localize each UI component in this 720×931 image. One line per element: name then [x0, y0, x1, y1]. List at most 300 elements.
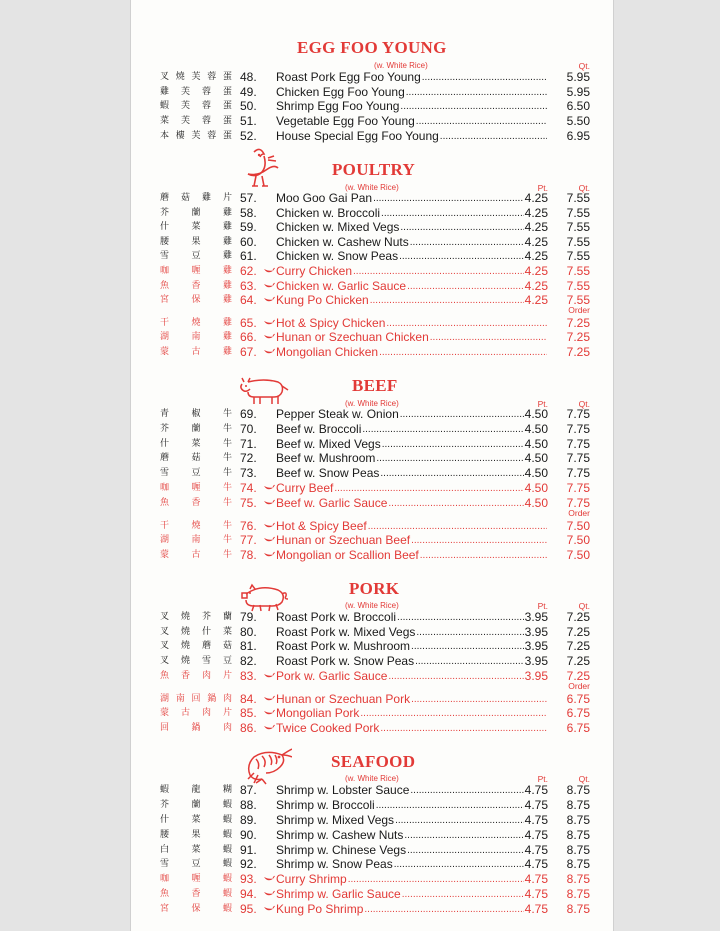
quart-price: 8.75 — [566, 813, 590, 827]
leader-dots — [360, 708, 547, 720]
quart-price: 7.25 — [566, 610, 590, 624]
menu-item[interactable] — [160, 264, 590, 278]
menu-item[interactable] — [160, 466, 590, 480]
leader-dots — [364, 904, 523, 916]
quart-price: 7.25 — [566, 330, 590, 344]
chinese-name: 湖 南 雞 — [160, 332, 232, 342]
chinese-name: 什 菜 雞 — [160, 222, 232, 232]
menu-item[interactable] — [160, 129, 590, 143]
pepper-icon — [263, 346, 275, 360]
pepper-icon — [263, 549, 275, 563]
menu-item[interactable] — [160, 496, 590, 510]
menu-item[interactable] — [160, 316, 590, 330]
pint-price: 4.25 — [524, 279, 548, 293]
chinese-name: 魚 香 牛 — [160, 498, 232, 508]
item-number: 76. — [240, 519, 257, 533]
item-number: 57. — [240, 191, 257, 205]
pint-price: 4.25 — [524, 235, 548, 249]
item-name: Shrimp Egg Foo Young — [276, 99, 400, 113]
quart-price: 7.75 — [566, 407, 590, 421]
menu-item[interactable] — [160, 114, 590, 128]
leader-dots — [440, 131, 547, 143]
item-number: 50. — [240, 99, 257, 113]
pepper-icon — [263, 294, 275, 308]
leader-dots — [400, 101, 547, 113]
leader-dots — [376, 453, 523, 465]
leader-dots — [370, 295, 524, 307]
leader-dots — [380, 723, 547, 735]
menu-item[interactable] — [160, 706, 590, 720]
leader-dots — [400, 222, 523, 234]
chinese-name: 什 菜 蝦 — [160, 815, 232, 825]
chinese-name: 白 菜 蝦 — [160, 845, 232, 855]
item-number: 72. — [240, 451, 257, 465]
item-number: 66. — [240, 330, 257, 344]
chinese-name: 芥 蘭 雞 — [160, 208, 232, 218]
pint-price: 3.95 — [524, 669, 548, 683]
item-number: 69. — [240, 407, 257, 421]
pint-price: 4.75 — [524, 783, 548, 797]
item-number: 73. — [240, 466, 257, 480]
menu-item[interactable] — [160, 692, 590, 706]
item-number: 89. — [240, 813, 257, 827]
leader-dots — [416, 627, 523, 639]
quart-price: 7.55 — [566, 249, 590, 263]
item-name: Vegetable Egg Foo Young — [276, 114, 415, 128]
item-number: 91. — [240, 843, 257, 857]
menu-item[interactable] — [160, 798, 590, 812]
leader-dots — [406, 87, 547, 99]
item-number: 94. — [240, 887, 257, 901]
leader-dots — [380, 468, 523, 480]
item-number: 93. — [240, 872, 257, 886]
pint-price: 3.95 — [524, 625, 548, 639]
item-number: 79. — [240, 610, 257, 624]
item-name: Curry Shrimp — [276, 872, 347, 886]
item-name: Roast Pork Egg Foo Young — [276, 70, 421, 84]
pint-price: 4.75 — [524, 872, 548, 886]
item-name: Hot & Spicy Chicken — [276, 316, 386, 330]
item-number: 82. — [240, 654, 257, 668]
section-title: EGG FOO YOUNG — [297, 38, 447, 57]
pint-price: 4.50 — [524, 466, 548, 480]
header-pint: Pt. — [537, 601, 548, 611]
item-name: Chicken w. Broccoli — [276, 206, 381, 220]
menu-item[interactable] — [160, 887, 590, 901]
item-number: 71. — [240, 437, 257, 451]
header-quart: Qt. — [578, 61, 590, 71]
item-number: 48. — [240, 70, 257, 84]
quart-price: 7.25 — [566, 316, 590, 330]
header-order: Order — [568, 507, 590, 518]
item-number: 51. — [240, 114, 257, 128]
leader-dots — [394, 859, 524, 871]
quart-price: 7.25 — [566, 639, 590, 653]
quart-price: 7.55 — [566, 235, 590, 249]
pepper-icon — [263, 520, 275, 534]
menu-item[interactable] — [160, 191, 590, 205]
quart-price: 6.50 — [566, 99, 590, 113]
menu-item[interactable] — [160, 783, 590, 797]
leader-dots — [420, 550, 547, 562]
chinese-name: 雪 豆 牛 — [160, 468, 232, 478]
pepper-icon — [263, 903, 275, 917]
leader-dots — [411, 694, 547, 706]
item-number: 83. — [240, 669, 257, 683]
quart-price: 7.55 — [566, 220, 590, 234]
header-quart: Qt. — [578, 601, 590, 611]
item-name: Chicken w. Garlic Sauce — [276, 279, 407, 293]
item-name: Beef w. Broccoli — [276, 422, 362, 436]
pepper-icon — [263, 873, 275, 887]
quart-price: 7.75 — [566, 437, 590, 451]
menu-item[interactable] — [160, 330, 590, 344]
item-name: Beef w. Snow Peas — [276, 466, 380, 480]
menu-item[interactable] — [160, 85, 590, 99]
item-name: Shrimp w. Chinese Vegs — [276, 843, 407, 857]
leader-dots — [411, 535, 547, 547]
quart-price: 7.50 — [566, 533, 590, 547]
leader-dots — [422, 72, 547, 84]
menu-item[interactable] — [160, 654, 590, 668]
leader-dots — [395, 815, 524, 827]
chinese-name: 什 菜 牛 — [160, 439, 232, 449]
item-name: Beef w. Mushroom — [276, 451, 376, 465]
menu-item[interactable] — [160, 857, 590, 871]
leader-dots — [386, 318, 547, 330]
cow-icon — [238, 374, 290, 411]
item-name: Pork w. Garlic Sauce — [276, 669, 388, 683]
menu-item[interactable] — [160, 220, 590, 234]
quart-price: 8.75 — [566, 887, 590, 901]
pint-price: 4.50 — [524, 481, 548, 495]
chinese-name: 叉 燒 芙 蓉 蛋 — [160, 72, 232, 82]
pint-price: 4.75 — [524, 843, 548, 857]
leader-dots — [381, 208, 524, 220]
leader-dots — [368, 521, 547, 533]
chinese-name: 叉 燒 蘑 菇 — [160, 641, 232, 651]
item-number: 86. — [240, 721, 257, 735]
quart-price: 7.75 — [566, 496, 590, 510]
chinese-name: 蝦 龍 糊 — [160, 785, 232, 795]
chinese-name: 魚 香 蝦 — [160, 889, 232, 899]
menu-item[interactable] — [160, 610, 590, 624]
leader-dots — [388, 498, 523, 510]
item-name: Pepper Steak w. Onion — [276, 407, 399, 421]
item-number: 85. — [240, 706, 257, 720]
item-name: Shrimp w. Cashew Nuts — [276, 828, 404, 842]
menu-item[interactable] — [160, 519, 590, 533]
quart-price: 6.75 — [566, 721, 590, 735]
quart-price: 8.75 — [566, 798, 590, 812]
leader-dots — [407, 281, 524, 293]
chinese-name: 蒙 古 牛 — [160, 550, 232, 560]
menu-item[interactable] — [160, 548, 590, 562]
chinese-name: 回 鍋 肉 — [160, 723, 232, 733]
item-name: Chicken w. Mixed Vegs — [276, 220, 400, 234]
menu-item[interactable] — [160, 249, 590, 263]
quart-price: 6.75 — [566, 706, 590, 720]
menu-item[interactable] — [160, 481, 590, 495]
pepper-icon — [263, 331, 275, 345]
pint-price: 4.25 — [524, 249, 548, 263]
quart-price: 7.25 — [566, 654, 590, 668]
item-name: Curry Beef — [276, 481, 334, 495]
item-name: Beef w. Garlic Sauce — [276, 496, 388, 510]
menu-item[interactable] — [160, 279, 590, 293]
item-name: Shrimp w. Garlic Sauce — [276, 887, 401, 901]
leader-dots — [379, 347, 547, 359]
leader-dots — [416, 116, 547, 128]
pint-price: 4.75 — [524, 798, 548, 812]
quart-price: 7.55 — [566, 264, 590, 278]
item-number: 77. — [240, 533, 257, 547]
menu-item[interactable] — [160, 813, 590, 827]
quart-price: 8.75 — [566, 783, 590, 797]
pepper-icon — [263, 670, 275, 684]
quart-price: 7.50 — [566, 519, 590, 533]
menu-item[interactable] — [160, 422, 590, 436]
item-number: 80. — [240, 625, 257, 639]
item-name: Roast Pork w. Mushroom — [276, 639, 411, 653]
item-name: Mongolian or Scallion Beef — [276, 548, 419, 562]
pepper-icon — [263, 888, 275, 902]
item-name: Shrimp w. Mixed Vegs — [276, 813, 395, 827]
menu-item[interactable] — [160, 843, 590, 857]
item-name: Chicken Egg Foo Young — [276, 85, 405, 99]
menu-item[interactable] — [160, 235, 590, 249]
pint-price: 4.25 — [524, 191, 548, 205]
chinese-name: 湖 南 牛 — [160, 535, 232, 545]
pint-price: 4.25 — [524, 264, 548, 278]
chinese-name: 叉 燒 什 菜 — [160, 627, 232, 637]
quart-price: 7.55 — [566, 191, 590, 205]
quart-price: 7.55 — [566, 293, 590, 307]
menu-item[interactable] — [160, 345, 590, 359]
pepper-icon — [263, 693, 275, 707]
leader-dots — [373, 193, 524, 205]
chinese-name: 湖 南 回 鍋 肉 — [160, 694, 232, 704]
pint-price: 4.50 — [524, 496, 548, 510]
leader-dots — [430, 332, 547, 344]
menu-item[interactable] — [160, 902, 590, 916]
menu-item[interactable] — [160, 451, 590, 465]
item-name: Roast Pork w. Snow Peas — [276, 654, 415, 668]
item-number: 81. — [240, 639, 257, 653]
header-quart: Qt. — [578, 774, 590, 784]
quart-price: 7.25 — [566, 669, 590, 683]
pepper-icon — [263, 482, 275, 496]
section-subtitle: (w. White Rice) — [345, 774, 399, 783]
item-name: Chicken w. Snow Peas — [276, 249, 399, 263]
pint-price: 4.25 — [524, 206, 548, 220]
chinese-name: 蒙 古 雞 — [160, 347, 232, 357]
leader-dots — [376, 800, 524, 812]
item-number: 60. — [240, 235, 257, 249]
leader-dots — [382, 439, 524, 451]
pint-price: 4.25 — [524, 220, 548, 234]
menu-item[interactable] — [160, 625, 590, 639]
leader-dots — [402, 889, 524, 901]
quart-price: 7.55 — [566, 206, 590, 220]
header-order: Order — [568, 680, 590, 691]
pint-price: 3.95 — [524, 639, 548, 653]
chinese-name: 芥 蘭 蝦 — [160, 800, 232, 810]
quart-price: 8.75 — [566, 902, 590, 916]
item-name: Curry Chicken — [276, 264, 353, 278]
menu-item[interactable] — [160, 70, 590, 84]
pint-price: 4.25 — [524, 293, 548, 307]
chinese-name: 本 樓 芙 蓉 蛋 — [160, 131, 232, 141]
pint-price: 4.50 — [524, 407, 548, 421]
leader-dots — [400, 409, 524, 421]
item-name: Moo Goo Gai Pan — [276, 191, 373, 205]
quart-price: 7.75 — [566, 481, 590, 495]
item-number: 59. — [240, 220, 257, 234]
menu-item[interactable] — [160, 669, 590, 683]
chinese-name: 蒙 古 肉 片 — [160, 708, 232, 718]
leader-dots — [410, 237, 524, 249]
pint-price: 4.50 — [524, 422, 548, 436]
leader-dots — [388, 671, 523, 683]
quart-price: 5.95 — [566, 85, 590, 99]
item-number: 74. — [240, 481, 257, 495]
menu-item[interactable] — [160, 293, 590, 307]
chinese-name: 咖 喱 蝦 — [160, 874, 232, 884]
quart-price: 8.75 — [566, 828, 590, 842]
chinese-name: 菜 芙 蓉 蛋 — [160, 116, 232, 126]
section-title: PORK — [349, 579, 400, 598]
leader-dots — [362, 424, 523, 436]
chinese-name: 青 椒 牛 — [160, 409, 232, 419]
pint-price: 4.50 — [524, 437, 548, 451]
item-name: Shrimp w. Broccoli — [276, 798, 375, 812]
pint-price: 4.75 — [524, 857, 548, 871]
menu-item[interactable] — [160, 99, 590, 113]
leader-dots — [407, 845, 524, 857]
item-name: Shrimp w. Snow Peas — [276, 857, 393, 871]
leader-dots — [334, 483, 523, 495]
pint-price: 4.75 — [524, 887, 548, 901]
item-name: Beef w. Mixed Vegs — [276, 437, 381, 451]
item-number: 52. — [240, 129, 257, 143]
chinese-name: 叉 燒 芥 蘭 — [160, 612, 232, 622]
pepper-icon — [263, 722, 275, 736]
item-name: Mongolian Pork — [276, 706, 360, 720]
item-number: 95. — [240, 902, 257, 916]
menu-item[interactable] — [160, 206, 590, 220]
item-name: Twice Cooked Pork — [276, 721, 380, 735]
menu-item[interactable] — [160, 533, 590, 547]
menu-item[interactable] — [160, 721, 590, 735]
chinese-name: 腰 果 蝦 — [160, 830, 232, 840]
item-name: Kung Po Chicken — [276, 293, 369, 307]
item-name: Hunan or Szechuan Pork — [276, 692, 411, 706]
leader-dots — [397, 612, 524, 624]
menu-item[interactable] — [160, 828, 590, 842]
pint-price: 4.75 — [524, 813, 548, 827]
leader-dots — [415, 656, 524, 668]
leader-dots — [404, 830, 523, 842]
chinese-name: 雪 豆 蝦 — [160, 859, 232, 869]
item-name: Shrimp w. Lobster Sauce — [276, 783, 410, 797]
header-pint: Pt. — [537, 183, 548, 193]
header-pint: Pt. — [537, 399, 548, 409]
item-number: 75. — [240, 496, 257, 510]
item-name: Kung Po Shrimp — [276, 902, 364, 916]
item-number: 78. — [240, 548, 257, 562]
item-name: House Special Egg Foo Young — [276, 129, 439, 143]
item-number: 70. — [240, 422, 257, 436]
item-number: 87. — [240, 783, 257, 797]
section-subtitle: (w. White Rice) — [345, 183, 399, 192]
quart-price: 7.50 — [566, 548, 590, 562]
pint-price: 4.50 — [524, 451, 548, 465]
section-title: SEAFOOD — [331, 752, 416, 771]
item-number: 65. — [240, 316, 257, 330]
quart-price: 7.25 — [566, 345, 590, 359]
leader-dots — [399, 251, 524, 263]
pepper-icon — [263, 707, 275, 721]
item-number: 62. — [240, 264, 257, 278]
quart-price: 8.75 — [566, 872, 590, 886]
chinese-name: 雪 豆 雞 — [160, 251, 232, 261]
section-subtitle: (w. White Rice) — [374, 61, 428, 70]
quart-price: 7.25 — [566, 625, 590, 639]
item-number: 92. — [240, 857, 257, 871]
quart-price: 5.50 — [566, 114, 590, 128]
quart-price: 7.75 — [566, 451, 590, 465]
item-number: 84. — [240, 692, 257, 706]
leader-dots — [410, 785, 523, 797]
section-subtitle: (w. White Rice) — [345, 399, 399, 408]
pint-price: 4.75 — [524, 828, 548, 842]
quart-price: 8.75 — [566, 843, 590, 857]
item-number: 88. — [240, 798, 257, 812]
quart-price: 7.55 — [566, 279, 590, 293]
header-pint: Pt. — [537, 774, 548, 784]
chinese-name: 干 燒 雞 — [160, 318, 232, 328]
item-number: 63. — [240, 279, 257, 293]
item-name: Hunan or Szechuan Chicken — [276, 330, 429, 344]
chinese-name: 宮 保 雞 — [160, 295, 232, 305]
chinese-name: 咖 喱 牛 — [160, 483, 232, 493]
item-number: 49. — [240, 85, 257, 99]
pepper-icon — [263, 497, 275, 511]
leader-dots — [348, 874, 524, 886]
item-name: Mongolian Chicken — [276, 345, 379, 359]
pepper-icon — [263, 280, 275, 294]
rooster-icon — [242, 146, 284, 195]
pint-price: 3.95 — [524, 610, 548, 624]
item-number: 67. — [240, 345, 257, 359]
quart-price: 5.95 — [566, 70, 590, 84]
item-number: 58. — [240, 206, 257, 220]
menu-item[interactable] — [160, 639, 590, 653]
chinese-name: 干 燒 牛 — [160, 521, 232, 531]
chinese-name: 蘑 菇 牛 — [160, 453, 232, 463]
quart-price: 6.95 — [566, 129, 590, 143]
section-title: BEEF — [352, 376, 398, 395]
menu-item[interactable] — [160, 437, 590, 451]
chinese-name: 雞 芙 蓉 蛋 — [160, 87, 232, 97]
item-name: Hunan or Szechuan Beef — [276, 533, 411, 547]
menu-item[interactable] — [160, 872, 590, 886]
menu-item[interactable] — [160, 407, 590, 421]
item-name: Chicken w. Cashew Nuts — [276, 235, 409, 249]
item-number: 64. — [240, 293, 257, 307]
chinese-name: 咖 喱 雞 — [160, 266, 232, 276]
